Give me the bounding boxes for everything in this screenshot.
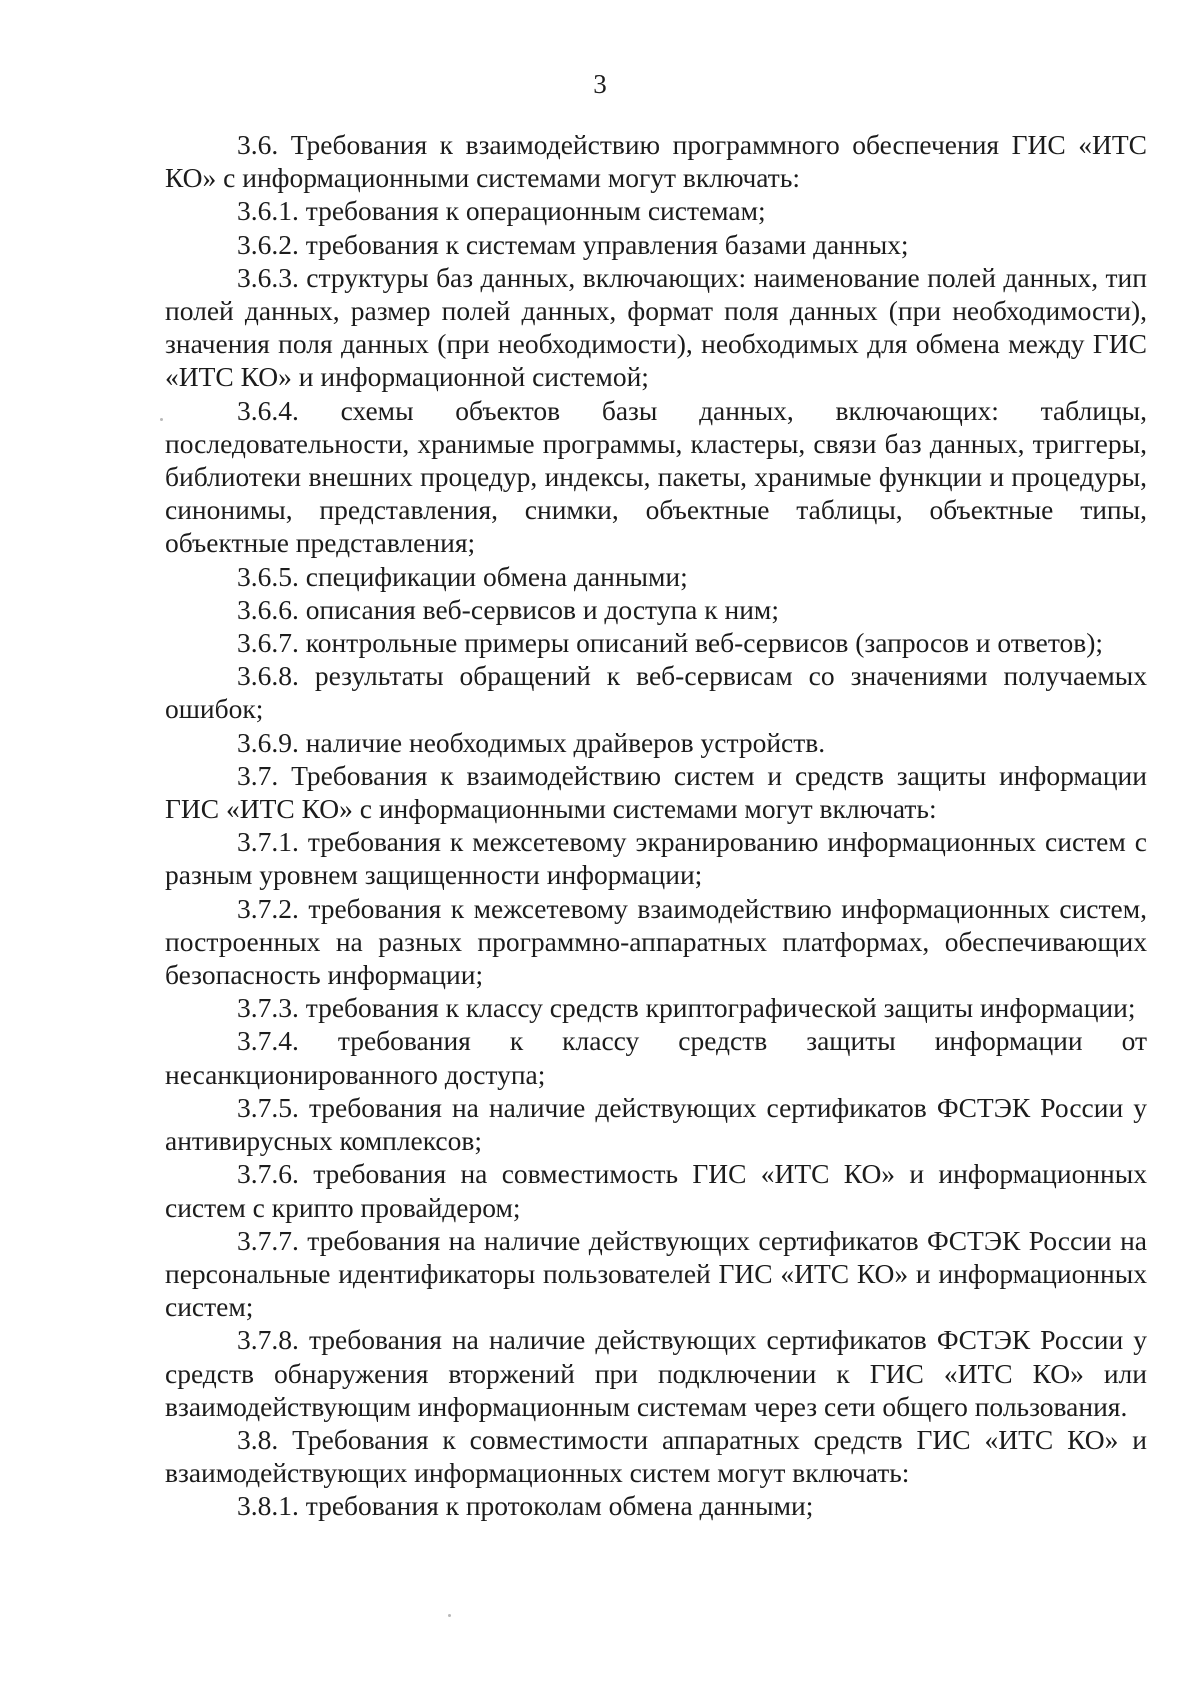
document-body [165,128,1147,1523]
paragraph-3-6-4: 3.6.4. схемы объектов базы данных, включающих: таблицы, последовательности, хранимые программы, кластеры, связи баз данных, триггеры, библиотеки внешних процедур, индексы, пакеты, хранимые функции и процедуры, синонимы, представления, снимки, объектные таблицы, объектные типы, объектные представления; [165,394,1147,559]
paragraph-3-7-6: 3.7.6. требования на совместимость ГИС «ИТС КО» и информационных систем с крипто провайдером; [165,1158,1147,1223]
paragraph-3-6-7: 3.6.7. контрольные примеры описаний веб-сервисов (запросов и ответов); [237,627,1104,659]
scan-speck [448,1614,451,1617]
paragraph-3-7-3: 3.7.3. требования к классу средств криптографической защиты информации; [237,992,1136,1024]
paragraph-3-6: 3.6. Требования к взаимодействию программного обеспечения ГИС «ИТС КО» с информационными системами могут включать: [165,129,1147,194]
paragraph-3-6-2: 3.6.2. требования к системам управления базами данных; [237,228,909,260]
paragraph-3-7-4: 3.7.4. требования к классу средств защиты информации от несанкционированного доступа; [165,1025,1147,1090]
paragraph-3-7-2: 3.7.2. требования к межсетевому взаимодействию информационных систем, построенных на разных программно-аппаратных платформах, обеспечивающих безопасность информации; [165,892,1147,991]
paragraph-3-7-8: 3.7.8. требования на наличие действующих сертификатов ФСТЭК России у средств обнаружения вторжений при подключении к ГИС «ИТС КО» или взаимодействующим информационным системам через сети общего пользования. [165,1324,1147,1422]
paragraph-3-7: 3.7. Требования к взаимодействию систем и средств защиты информации ГИС «ИТС КО» с информационными системами могут включать: [165,759,1147,825]
paragraph-3-8-1: 3.8.1. требования к протоколам обмена данными; [237,1490,814,1522]
paragraph-3-6-8: 3.6.8. результаты обращений к веб-сервисам со значениями получаемых ошибок; [165,660,1147,725]
paragraph-3-7-5: 3.7.5. требования на наличие действующих сертификатов ФСТЭК России у антивирусных комплексов; [165,1091,1147,1157]
page-number: 3 [593,69,607,99]
paragraph-3-8: 3.8. Требования к совместимости аппаратных средств ГИС «ИТС КО» и взаимодействующих информационных систем могут включать: [165,1423,1147,1489]
paragraph-3-6-6: 3.6.6. описания веб-сервисов и доступа к ним; [237,593,779,625]
paragraph-3-6-3: 3.6.3. структуры баз данных, включающих: наименование полей данных, тип полей данных, размер полей данных, формат поля данных (при необходимости), значения поля данных (при необходимости), необходимых для обмена между ГИС «ИТС КО» и информационной системой; [165,261,1147,393]
paragraph-3-6-5: 3.6.5. спецификации обмена данными; [237,560,688,592]
scan-speck [160,418,163,421]
paragraph-3-7-1: 3.7.1. требования к межсетевому экранированию информационных систем с разным уровнем защищенности информации; [165,826,1147,891]
paragraph-3-6-1: 3.6.1. требования к операционным системам; [237,195,766,227]
paragraph-3-6-9: 3.6.9. наличие необходимых драйверов устройств. [237,726,826,758]
paragraph-3-7-7: 3.7.7. требования на наличие действующих сертификатов ФСТЭК России на персональные идентификаторы пользователей ГИС «ИТС КО» и информационных систем; [165,1224,1147,1323]
